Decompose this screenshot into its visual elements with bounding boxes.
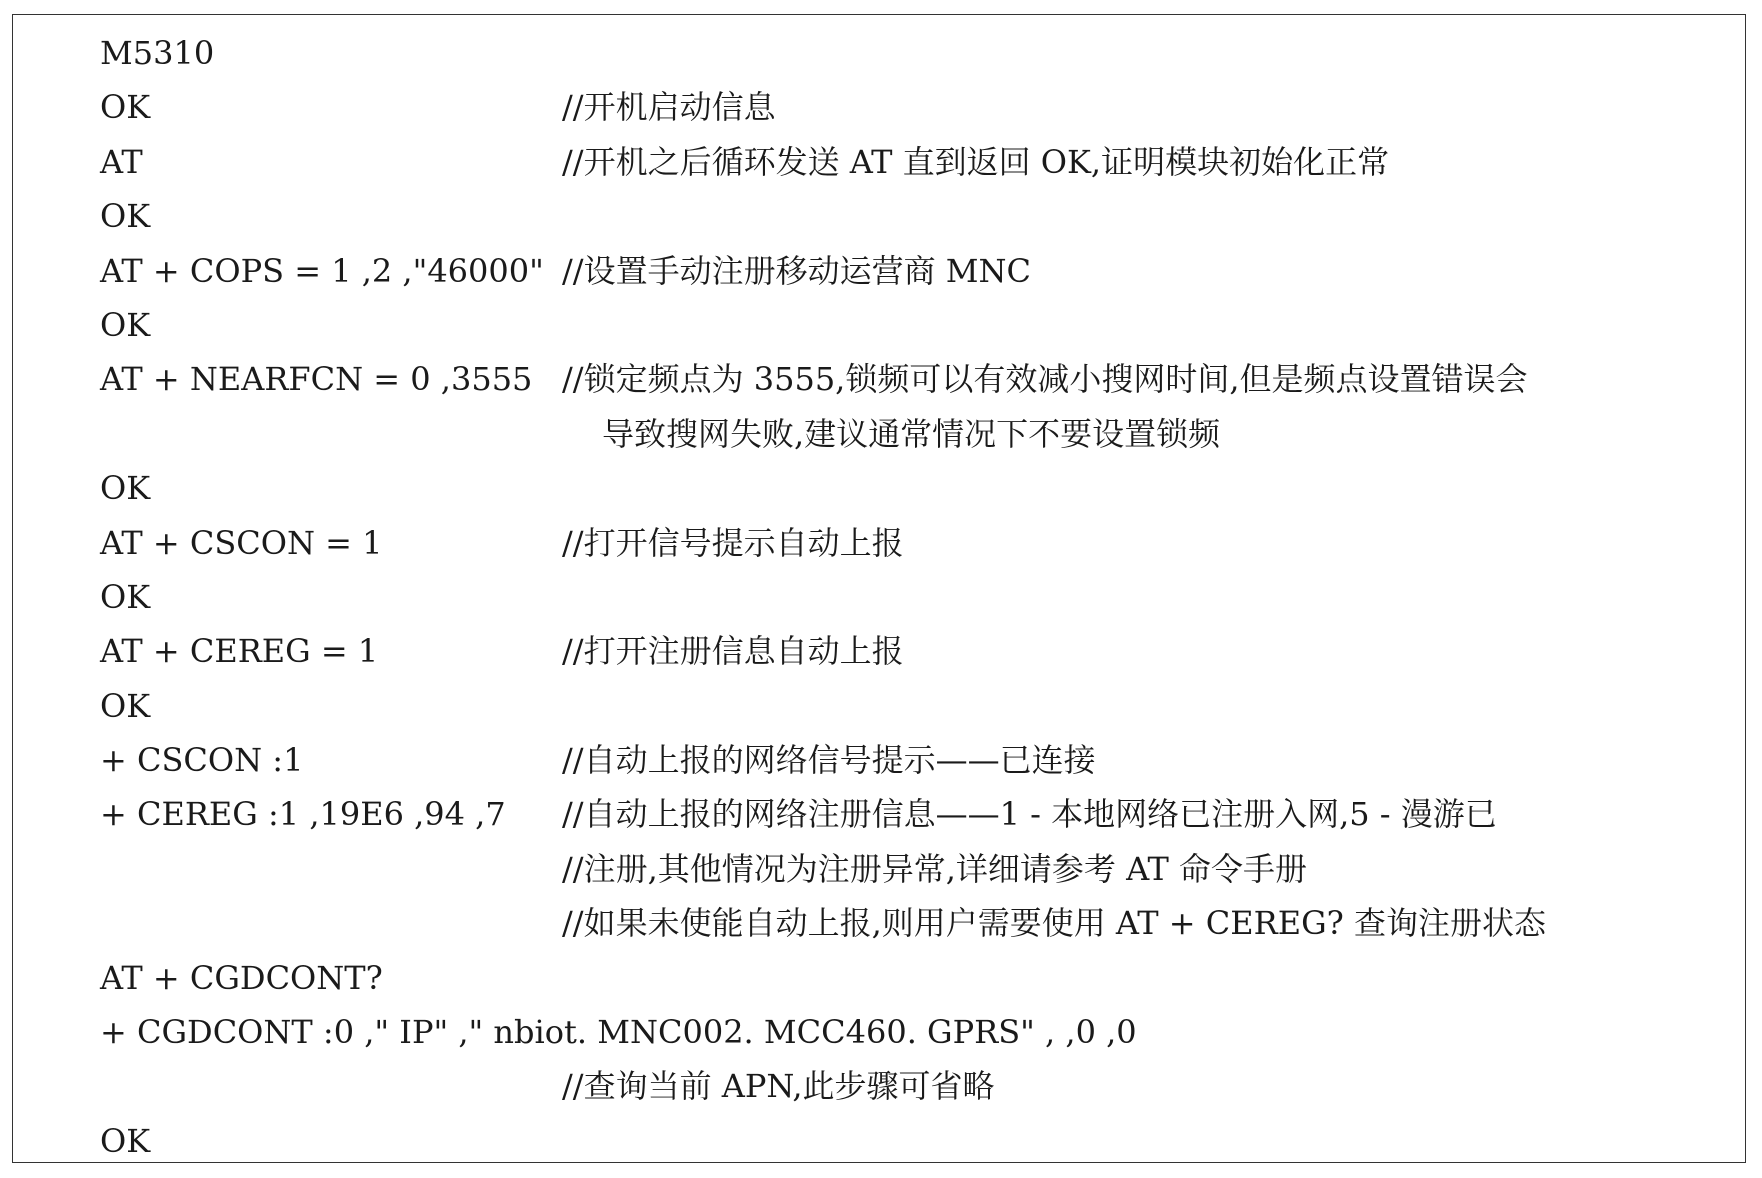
comment-text: //开机启动信息 xyxy=(562,88,776,127)
command-text: OK xyxy=(100,88,151,127)
command-text: OK xyxy=(100,197,151,236)
listing-line xyxy=(100,516,1740,570)
listing-line xyxy=(100,80,1740,134)
command-text: AT + NEARFCN = 0 ,3555 xyxy=(100,360,533,399)
comment-text: //自动上报的网络注册信息——1 - 本地网络已注册入网,5 - 漫游已 xyxy=(562,795,1497,834)
at-command-listing xyxy=(100,26,1740,1168)
comment-text: //设置手动注册移动运营商 MNC xyxy=(562,251,1031,290)
listing-line xyxy=(100,570,1740,624)
command-text: AT + CEREG = 1 xyxy=(100,632,379,671)
command-text: + CGDCONT :0 ," IP" ," nbiot. MNC002. MCC460. GPRS" , ,0 ,0 xyxy=(100,1013,1137,1052)
command-text: AT + CGDCONT? xyxy=(100,958,383,997)
listing-line xyxy=(100,896,1740,950)
command-text: + CSCON :1 xyxy=(100,741,304,780)
command-text: AT + CSCON = 1 xyxy=(100,523,383,562)
listing-line xyxy=(100,679,1740,733)
command-text: OK xyxy=(100,1121,151,1160)
listing-line xyxy=(100,461,1740,515)
comment-text: //注册,其他情况为注册异常,详细请参考 AT 命令手册 xyxy=(562,849,1307,888)
command-text: OK xyxy=(100,577,151,616)
listing-line xyxy=(100,842,1740,896)
listing-line xyxy=(100,1005,1740,1059)
comment-text: //开机之后循环发送 AT 直到返回 OK,证明模块初始化正常 xyxy=(562,142,1390,181)
comment-text: //如果未使能自动上报,则用户需要使用 AT + CEREG? 查询注册状态 xyxy=(562,904,1546,943)
command-text: OK xyxy=(100,686,151,725)
comment-text: //自动上报的网络信号提示——已连接 xyxy=(562,741,1096,780)
listing-line xyxy=(100,298,1740,352)
command-text: AT xyxy=(100,142,143,181)
command-text: OK xyxy=(100,305,151,344)
comment-text: //打开注册信息自动上报 xyxy=(562,632,904,671)
listing-line xyxy=(100,787,1740,841)
listing-line xyxy=(100,407,1740,461)
listing-line xyxy=(100,352,1740,406)
command-text: OK xyxy=(100,469,151,508)
command-text: M5310 xyxy=(100,34,215,72)
listing-line xyxy=(100,624,1740,678)
comment-text: //锁定频点为 3555,锁频可以有效减小搜网时间,但是频点设置错误会 xyxy=(562,360,1528,399)
listing-line xyxy=(100,244,1740,298)
comment-text: //查询当前 APN,此步骤可省略 xyxy=(562,1067,995,1106)
command-text: + CEREG :1 ,19E6 ,94 ,7 xyxy=(100,795,506,834)
listing-line xyxy=(100,1114,1740,1168)
listing-line xyxy=(100,135,1740,189)
command-text: AT + COPS = 1 ,2 ,"46000" xyxy=(100,251,544,290)
listing-line xyxy=(100,1059,1740,1113)
comment-continuation-text: 导致搜网失败,建议通常情况下不要设置锁频 xyxy=(602,414,1221,453)
listing-line xyxy=(100,189,1740,243)
listing-line xyxy=(100,951,1740,1005)
listing-line xyxy=(100,26,1740,80)
comment-text: //打开信号提示自动上报 xyxy=(562,523,904,562)
listing-line xyxy=(100,733,1740,787)
